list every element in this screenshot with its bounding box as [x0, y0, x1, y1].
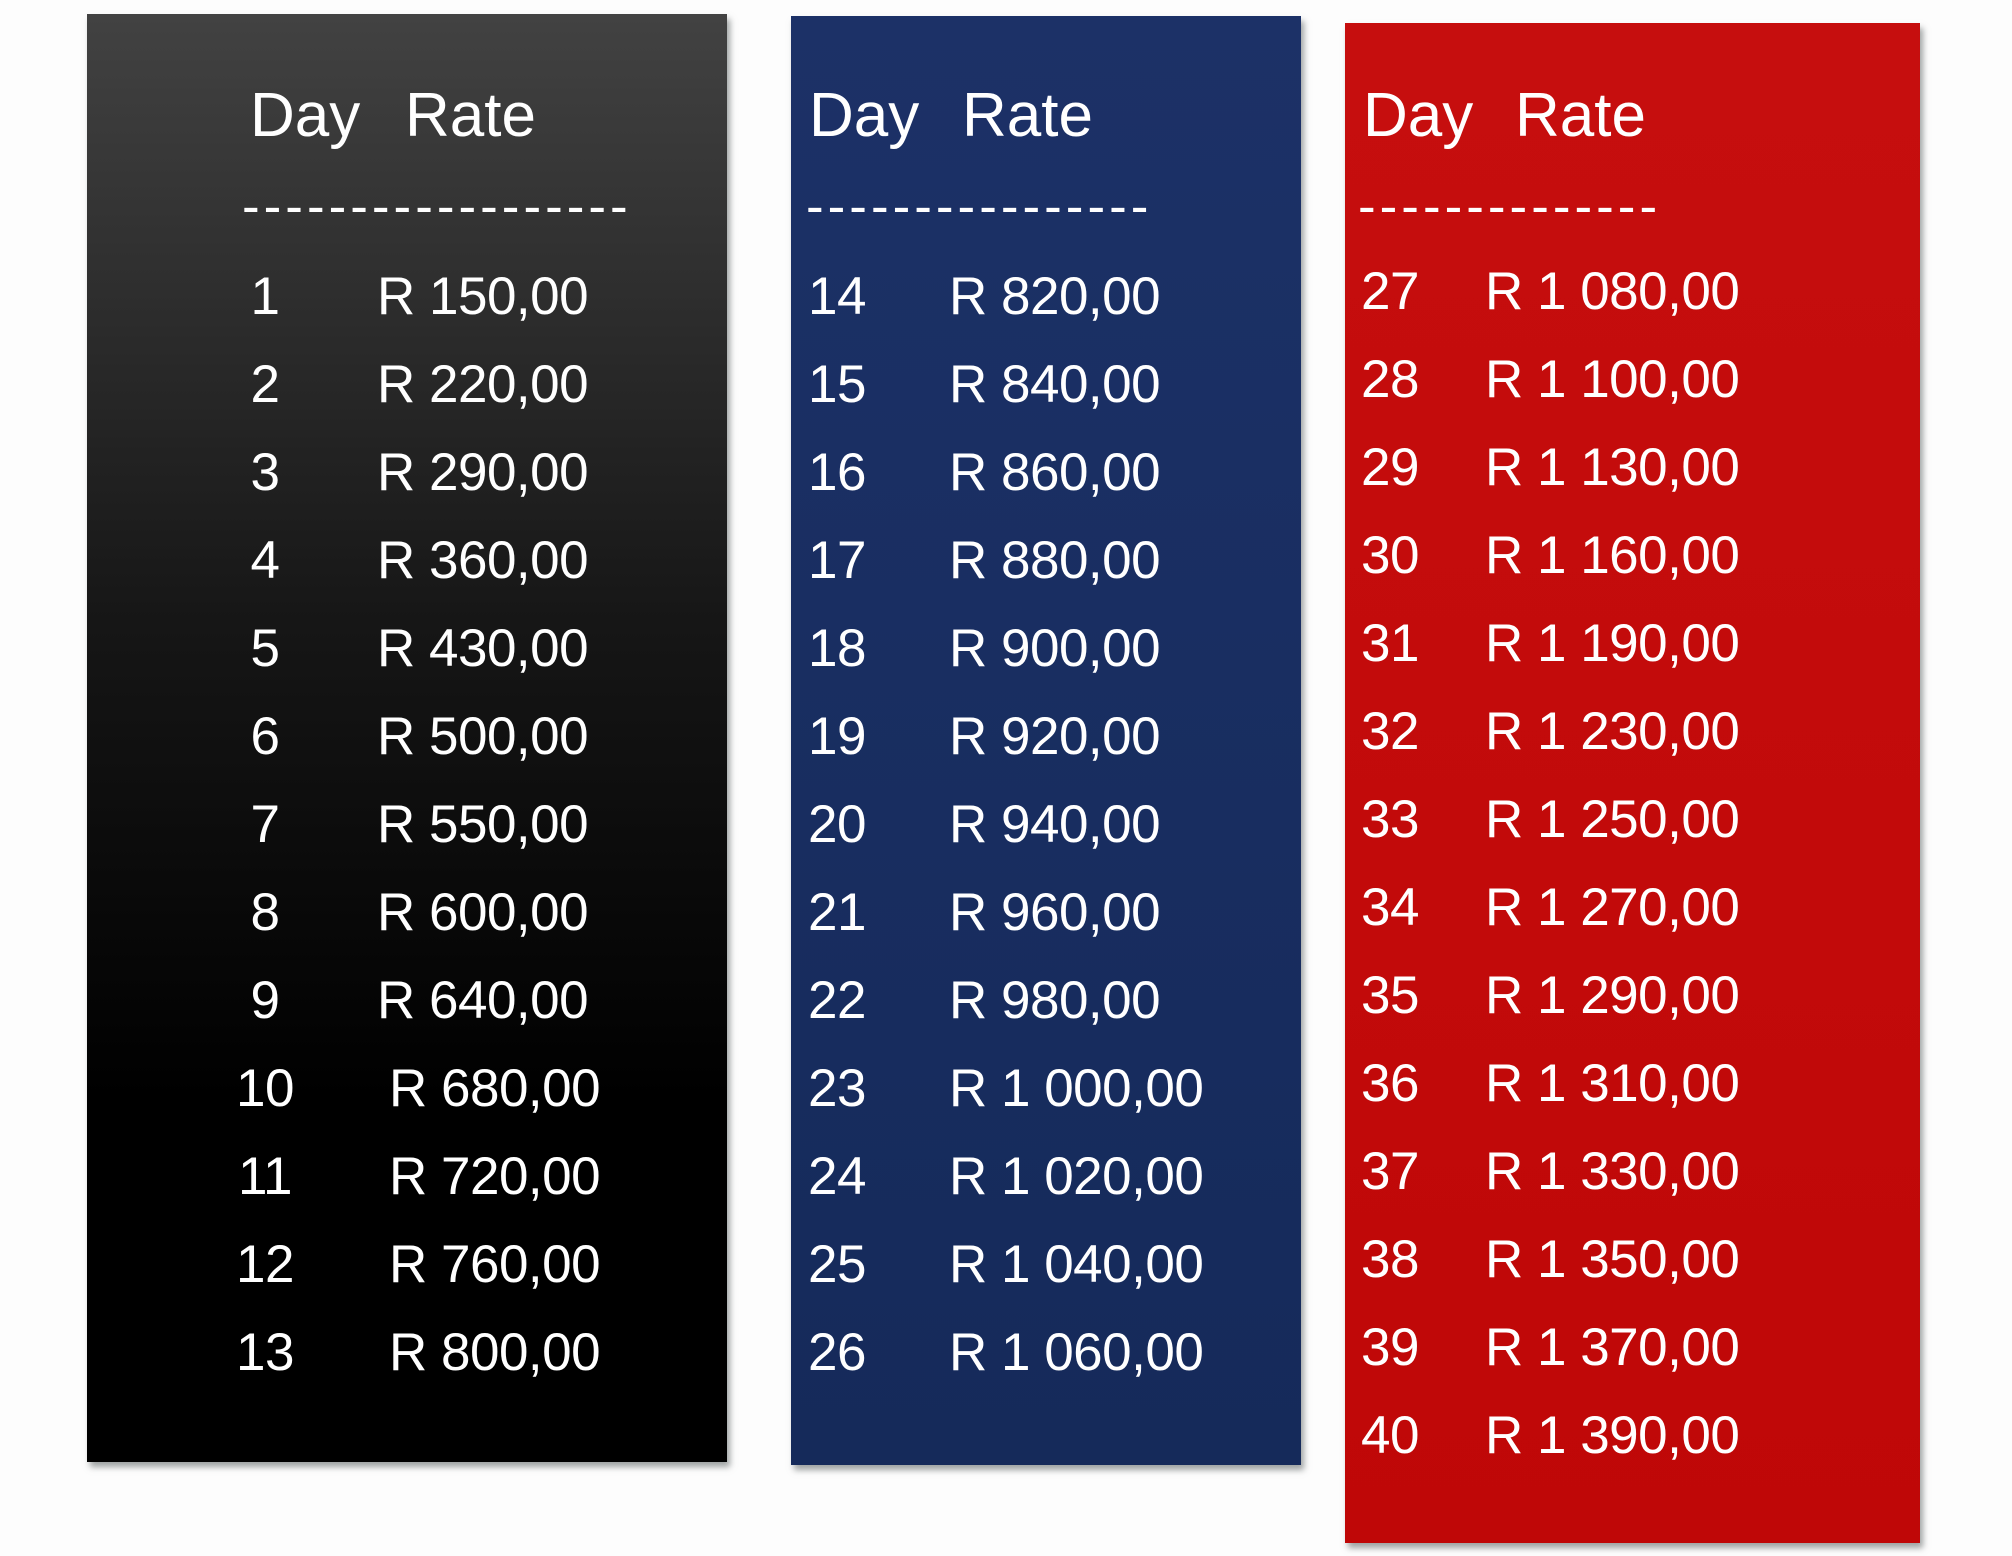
rate-table-days-14-26 — [791, 16, 1301, 1465]
table-row — [87, 693, 727, 781]
table-row — [1345, 1040, 1920, 1128]
table-row — [87, 1045, 727, 1133]
rate-cell: R 1 310,00 — [1485, 1054, 1740, 1113]
table-header — [1345, 72, 1920, 160]
day-column-header: Day — [250, 81, 361, 150]
rate-cell: R 1 020,00 — [949, 1147, 1204, 1206]
day-cell: 20 — [808, 795, 866, 854]
rate-cell: R 600,00 — [377, 883, 589, 942]
day-cell: 11 — [237, 1147, 293, 1206]
rate-cell: R 760,00 — [389, 1235, 601, 1294]
day-cell: 19 — [808, 707, 866, 766]
rate-cell: R 940,00 — [949, 795, 1161, 854]
rate-table-days-1-13 — [87, 14, 727, 1462]
day-cell: 37 — [1361, 1142, 1419, 1201]
day-cell: 26 — [808, 1323, 866, 1382]
rate-cell: R 150,00 — [377, 267, 589, 326]
rate-cell: R 1 270,00 — [1485, 878, 1740, 937]
table-row — [791, 341, 1301, 429]
table-row — [791, 517, 1301, 605]
rate-cell: R 430,00 — [377, 619, 589, 678]
rate-cell: R 820,00 — [949, 267, 1161, 326]
day-cell: 7 — [250, 795, 280, 854]
table-row — [1345, 600, 1920, 688]
table-row — [1345, 336, 1920, 424]
dashed-divider: ---------------- — [806, 177, 1153, 236]
day-cell: 3 — [250, 443, 280, 502]
rate-column-header: Rate — [405, 81, 536, 150]
table-row — [791, 781, 1301, 869]
table-row — [87, 517, 727, 605]
rate-cell: R 360,00 — [377, 531, 589, 590]
table-row — [1345, 776, 1920, 864]
day-cell: 40 — [1361, 1406, 1419, 1465]
day-cell: 38 — [1361, 1230, 1419, 1289]
day-cell: 30 — [1361, 526, 1419, 585]
day-cell: 1 — [250, 267, 280, 326]
day-cell: 14 — [808, 267, 866, 326]
day-cell: 33 — [1361, 790, 1419, 849]
day-column-header: Day — [1363, 81, 1474, 150]
day-cell: 34 — [1361, 878, 1419, 937]
day-cell: 6 — [250, 707, 280, 766]
table-row — [87, 1133, 727, 1221]
rate-cell: R 860,00 — [949, 443, 1161, 502]
table-row — [791, 605, 1301, 693]
day-cell: 4 — [250, 531, 280, 590]
rate-cell: R 1 290,00 — [1485, 966, 1740, 1025]
table-row — [87, 429, 727, 517]
rate-cell: R 1 330,00 — [1485, 1142, 1740, 1201]
rate-column-header: Rate — [1515, 81, 1646, 150]
rate-cell: R 1 230,00 — [1485, 702, 1740, 761]
rate-cell: R 1 100,00 — [1485, 350, 1740, 409]
day-cell: 21 — [808, 883, 866, 942]
table-row — [87, 957, 727, 1045]
table-row — [1345, 952, 1920, 1040]
day-cell: 5 — [250, 619, 280, 678]
rate-cell: R 500,00 — [377, 707, 589, 766]
table-row — [87, 1221, 727, 1309]
day-cell: 18 — [808, 619, 866, 678]
rate-cell: R 1 250,00 — [1485, 790, 1740, 849]
table-row — [1345, 512, 1920, 600]
rate-cell: R 1 040,00 — [949, 1235, 1204, 1294]
day-cell: 31 — [1361, 614, 1419, 673]
table-body — [87, 253, 727, 1397]
rate-table-days-27-40 — [1345, 23, 1920, 1543]
table-row — [1345, 248, 1920, 336]
day-cell: 32 — [1361, 702, 1419, 761]
table-header — [87, 72, 727, 160]
table-row — [87, 781, 727, 869]
day-cell: 29 — [1361, 438, 1419, 497]
rate-cell: R 220,00 — [377, 355, 589, 414]
table-row — [87, 869, 727, 957]
rate-cell: R 640,00 — [377, 971, 589, 1030]
day-cell: 28 — [1361, 350, 1419, 409]
day-cell: 25 — [808, 1235, 866, 1294]
dashed-divider: -------------- — [1358, 177, 1662, 236]
rate-cell: R 720,00 — [389, 1147, 601, 1206]
day-cell: 35 — [1361, 966, 1419, 1025]
table-row — [791, 957, 1301, 1045]
day-cell: 17 — [808, 531, 866, 590]
table-row — [1345, 1304, 1920, 1392]
table-row — [87, 341, 727, 429]
dashed-divider: ------------------ — [242, 177, 632, 236]
rate-cell: R 1 190,00 — [1485, 614, 1740, 673]
rate-cell: R 550,00 — [377, 795, 589, 854]
day-cell: 27 — [1361, 262, 1419, 321]
table-body — [1345, 248, 1920, 1480]
rate-cell: R 680,00 — [389, 1059, 601, 1118]
table-header — [791, 72, 1301, 160]
table-row — [791, 693, 1301, 781]
table-row — [1345, 864, 1920, 952]
table-row — [791, 1045, 1301, 1133]
rate-cell: R 290,00 — [377, 443, 589, 502]
rate-cell: R 840,00 — [949, 355, 1161, 414]
table-row — [1345, 688, 1920, 776]
table-row — [791, 869, 1301, 957]
rate-cell: R 1 130,00 — [1485, 438, 1740, 497]
day-cell: 12 — [236, 1235, 294, 1294]
day-cell: 2 — [250, 355, 280, 414]
table-row — [791, 1221, 1301, 1309]
day-cell: 10 — [236, 1059, 294, 1118]
rate-cell: R 1 000,00 — [949, 1059, 1204, 1118]
rate-cell: R 1 350,00 — [1485, 1230, 1740, 1289]
day-cell: 15 — [808, 355, 866, 414]
rate-column-header: Rate — [962, 81, 1093, 150]
rate-cell: R 980,00 — [949, 971, 1161, 1030]
table-row — [1345, 1392, 1920, 1480]
rate-cell: R 800,00 — [389, 1323, 601, 1382]
table-row — [87, 605, 727, 693]
rate-cell: R 1 390,00 — [1485, 1406, 1740, 1465]
day-cell: 36 — [1361, 1054, 1419, 1113]
day-column-header: Day — [809, 81, 920, 150]
rate-cell: R 1 060,00 — [949, 1323, 1204, 1382]
day-cell: 9 — [250, 971, 280, 1030]
table-row — [87, 253, 727, 341]
table-row — [1345, 1216, 1920, 1304]
day-cell: 39 — [1361, 1318, 1419, 1377]
day-cell: 13 — [236, 1323, 294, 1382]
rate-cell: R 960,00 — [949, 883, 1161, 942]
rate-cell: R 900,00 — [949, 619, 1161, 678]
table-row — [1345, 424, 1920, 512]
table-row — [791, 1133, 1301, 1221]
day-cell: 23 — [808, 1059, 866, 1118]
rate-cell: R 920,00 — [949, 707, 1161, 766]
rate-cell: R 1 370,00 — [1485, 1318, 1740, 1377]
table-row — [791, 1309, 1301, 1397]
day-cell: 8 — [250, 883, 280, 942]
table-body — [791, 253, 1301, 1397]
day-cell: 22 — [808, 971, 866, 1030]
table-row — [791, 253, 1301, 341]
table-row — [87, 1309, 727, 1397]
rate-cell: R 1 160,00 — [1485, 526, 1740, 585]
day-cell: 24 — [808, 1147, 866, 1206]
rate-cell: R 880,00 — [949, 531, 1161, 590]
day-cell: 16 — [808, 443, 866, 502]
rate-cell: R 1 080,00 — [1485, 262, 1740, 321]
table-row — [791, 429, 1301, 517]
table-row — [1345, 1128, 1920, 1216]
